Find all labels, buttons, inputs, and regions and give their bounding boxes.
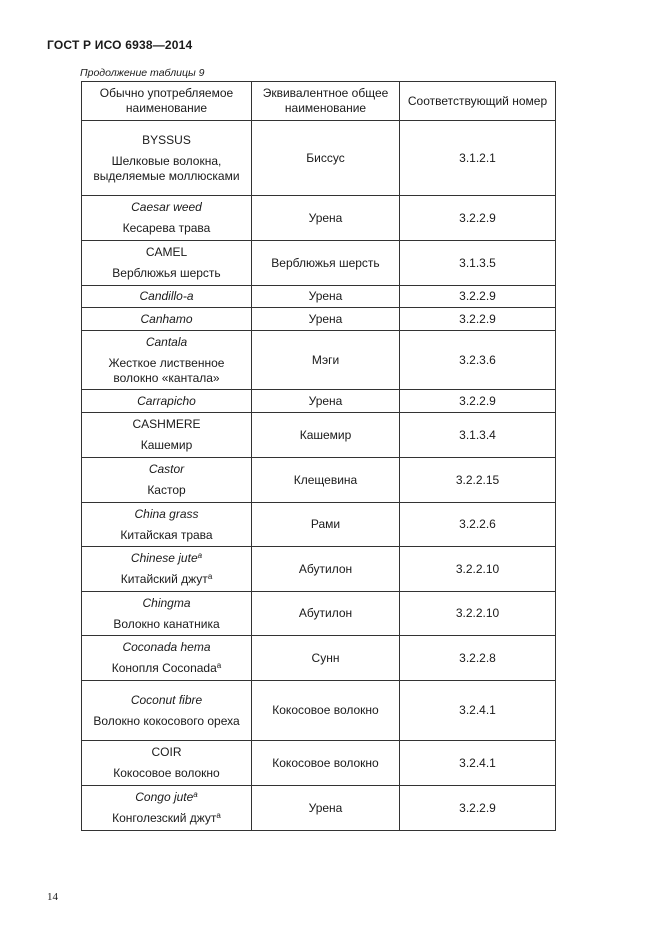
cell-common-name xyxy=(82,413,252,458)
name-text: China grass xyxy=(134,506,199,521)
cell-number: 3.2.2.10 xyxy=(400,592,556,636)
cell-number: 3.2.2.6 xyxy=(400,503,556,547)
common-name-translation xyxy=(86,525,247,546)
cell-common-name xyxy=(82,503,252,547)
common-name xyxy=(86,690,247,711)
cell-number: 3.2.4.1 xyxy=(400,741,556,786)
name-text: Congo jute xyxy=(135,790,194,804)
page-number: 14 xyxy=(47,891,58,903)
cell-equivalent-name: Урена xyxy=(252,308,400,331)
cell-number: 3.1.3.5 xyxy=(400,241,556,286)
table-row xyxy=(82,413,556,458)
table-row xyxy=(82,681,556,741)
table-row xyxy=(82,390,556,413)
name-text: COIR xyxy=(151,745,182,759)
name-text: Китайская трава xyxy=(120,527,213,542)
table-row xyxy=(82,741,556,786)
common-name-translation xyxy=(86,614,247,635)
cell-number: 3.2.2.15 xyxy=(400,458,556,503)
footnote-marker: а xyxy=(207,572,213,581)
table-row xyxy=(82,547,556,592)
fibre-names-table xyxy=(81,81,556,831)
common-name xyxy=(86,242,247,263)
document-header: ГОСТ Р ИСО 6938—2014 xyxy=(47,38,193,52)
cell-common-name xyxy=(82,786,252,831)
name-text: Конопля Coconada xyxy=(111,661,217,675)
common-name-translation xyxy=(86,218,247,239)
name-text: Верблюжья шерсть xyxy=(112,266,221,280)
name-text: Carrapicho xyxy=(137,393,196,408)
common-name xyxy=(86,787,247,808)
cell-number: 3.1.2.1 xyxy=(400,121,556,196)
name-text: Candillo-a xyxy=(139,289,194,303)
table-row xyxy=(82,286,556,308)
name-text: Coconut fibre xyxy=(130,692,203,707)
cell-common-name xyxy=(82,241,252,286)
footnote-marker: а xyxy=(193,790,198,799)
cell-number: 3.2.2.8 xyxy=(400,636,556,681)
table-row xyxy=(82,196,556,241)
cell-equivalent-name: Рами xyxy=(252,503,400,547)
cell-equivalent-name: Урена xyxy=(252,390,400,413)
cell-number: 3.2.2.10 xyxy=(400,547,556,592)
name-text: Шелковые волокна, выделяемые моллюсками xyxy=(93,153,240,183)
common-name-translation xyxy=(86,763,247,784)
column-header-number: Соответствующий номер xyxy=(400,82,556,121)
name-text: Кашемир xyxy=(140,438,193,452)
table-row xyxy=(82,636,556,681)
common-name xyxy=(86,459,247,480)
table-caption: Продолжение таблицы 9 xyxy=(80,67,205,79)
table-header-row xyxy=(82,82,556,121)
cell-common-name xyxy=(82,681,252,741)
cell-number: 3.2.2.9 xyxy=(400,286,556,308)
common-name-translation xyxy=(86,569,247,590)
table-row xyxy=(82,786,556,831)
common-name xyxy=(86,391,247,412)
cell-equivalent-name: Урена xyxy=(252,286,400,308)
cell-equivalent-name: Урена xyxy=(252,786,400,831)
name-text: BYSSUS xyxy=(142,132,191,147)
cell-equivalent-name: Верблюжья шерсть xyxy=(252,241,400,286)
table-row xyxy=(82,592,556,636)
column-header-equivalent-name: Эквивалентное общее наименование xyxy=(252,82,400,121)
common-name-translation xyxy=(86,435,247,456)
table-row xyxy=(82,241,556,286)
cell-equivalent-name: Абутилон xyxy=(252,592,400,636)
common-name xyxy=(86,504,247,525)
cell-common-name xyxy=(82,390,252,413)
common-name-translation xyxy=(86,711,247,732)
cell-equivalent-name: Кокосовое волокно xyxy=(252,741,400,786)
cell-common-name xyxy=(82,458,252,503)
table-row xyxy=(82,458,556,503)
cell-common-name xyxy=(82,592,252,636)
cell-equivalent-name: Сунн xyxy=(252,636,400,681)
common-name xyxy=(86,593,247,614)
common-name-translation xyxy=(86,263,247,284)
cell-number: 3.2.2.9 xyxy=(400,786,556,831)
cell-number: 3.2.2.9 xyxy=(400,390,556,413)
common-name xyxy=(86,548,247,569)
name-text: CASHMERE xyxy=(132,417,201,431)
common-name-translation xyxy=(86,151,247,187)
name-text: Конголезский джут xyxy=(112,811,217,825)
name-text: CAMEL xyxy=(145,245,188,259)
name-text: Волокно кокосового ореха xyxy=(93,713,240,728)
cell-common-name xyxy=(82,331,252,390)
name-text: Caesar weed xyxy=(131,200,202,214)
name-text: Chinese jute xyxy=(130,551,198,565)
name-text: Жесткое лиственное волокно «кантала» xyxy=(108,355,225,385)
cell-common-name xyxy=(82,286,252,308)
name-text: Кокосовое волокно xyxy=(113,766,220,780)
cell-equivalent-name: Кокосовое волокно xyxy=(252,681,400,741)
cell-number: 3.1.3.4 xyxy=(400,413,556,458)
name-text: Кесарева трава xyxy=(122,221,211,235)
footnote-marker: а xyxy=(197,551,203,560)
name-text: Coconada hema xyxy=(122,640,211,654)
cell-number: 3.2.2.9 xyxy=(400,308,556,331)
name-text: Chingma xyxy=(142,595,191,610)
common-name xyxy=(86,309,247,330)
cell-common-name xyxy=(82,196,252,241)
cell-equivalent-name: Мэги xyxy=(252,331,400,390)
footnote-marker: а xyxy=(216,661,222,670)
table-row xyxy=(82,331,556,390)
common-name xyxy=(86,130,247,151)
name-text: Canhamo xyxy=(140,311,193,326)
cell-common-name xyxy=(82,308,252,331)
common-name-translation xyxy=(86,353,247,389)
table-row xyxy=(82,308,556,331)
cell-number: 3.2.4.1 xyxy=(400,681,556,741)
cell-number: 3.2.3.6 xyxy=(400,331,556,390)
common-name-translation xyxy=(86,658,247,679)
cell-equivalent-name: Урена xyxy=(252,196,400,241)
cell-equivalent-name: Кашемир xyxy=(252,413,400,458)
cell-equivalent-name: Клещевина xyxy=(252,458,400,503)
cell-common-name xyxy=(82,741,252,786)
column-header-common-name: Обычно употребляемое наименование xyxy=(82,82,252,121)
common-name xyxy=(86,197,247,218)
common-name xyxy=(86,286,247,307)
name-text: Волокно канатника xyxy=(113,616,220,631)
cell-equivalent-name: Биссус xyxy=(252,121,400,196)
common-name xyxy=(86,637,247,658)
name-text: Кастор xyxy=(147,483,186,497)
cell-number: 3.2.2.9 xyxy=(400,196,556,241)
common-name-translation xyxy=(86,808,247,829)
cell-equivalent-name: Абутилон xyxy=(252,547,400,592)
footnote-marker: а xyxy=(216,811,221,820)
common-name xyxy=(86,332,247,353)
common-name-translation xyxy=(86,480,247,501)
cell-common-name xyxy=(82,121,252,196)
common-name xyxy=(86,414,247,435)
cell-common-name xyxy=(82,547,252,592)
cell-common-name xyxy=(82,636,252,681)
name-text: Cantala xyxy=(145,334,188,349)
common-name xyxy=(86,742,247,763)
table-row xyxy=(82,121,556,196)
table-row xyxy=(82,503,556,547)
name-text: Китайский джут xyxy=(120,572,208,586)
name-text: Castor xyxy=(148,462,185,476)
